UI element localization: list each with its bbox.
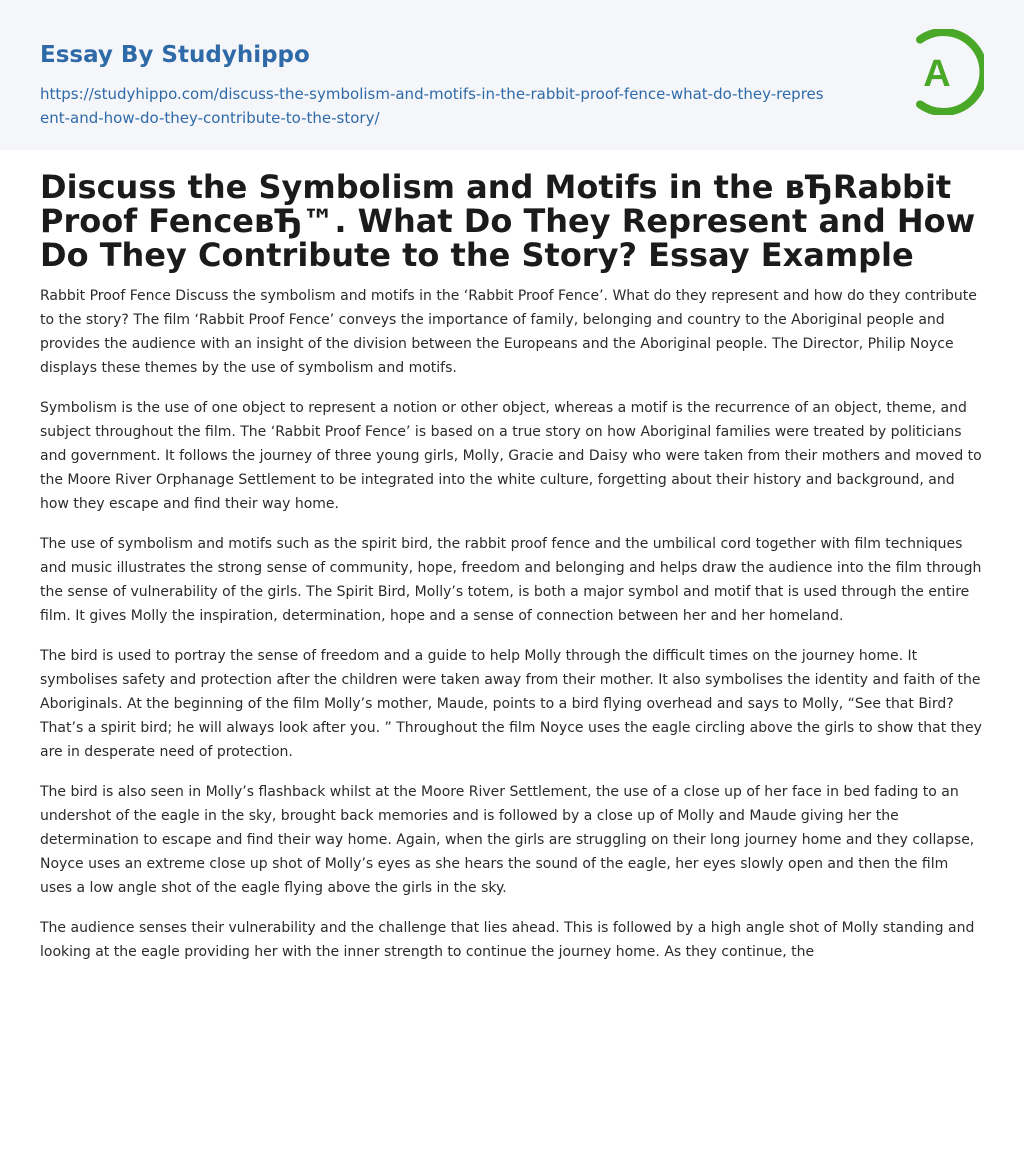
site-title[interactable]: Essay By Studyhippo: [40, 42, 310, 68]
essay-paragraph: Rabbit Proof Fence Discuss the symbolism and motifs in the ‘Rabbit Proof Fence’. What do they represent and how do they contribute to the story? The film ‘Rabbit Proof Fence’ conveys the importance of family, belonging and country to the Aboriginal people and provides the audience with an insight of the division between the Europeans and the Aboriginal people. The Director, Philip Noyce displays these themes by the use of symbolism and motifs.: [40, 288, 977, 376]
essay-paragraph: The bird is used to portray the sense of freedom and a guide to help Molly through the difficult times on the journey home. It symbolises safety and protection after the children were taken away from their mother. It also symbolises the identity and faith of the Aboriginals. At the beginning of the film Molly’s mother, Maude, points to a bird flying overhead and says to Molly, “See that Bird? That’s a spirit bird; he will always look after you. ” Throughout the film Noyce uses the eagle circling above the girls to show that they are in desperate need of protection.: [40, 648, 982, 760]
essay-title: Discuss the Symbolism and Motifs in the вЂRabbit Proof FenceвЂ™. What Do They Represent and How Do They Contribute to the Story? Essay Example: [40, 168, 976, 274]
essay-body: [40, 284, 984, 964]
essay-paragraph: The audience senses their vulnerability and the challenge that lies ahead. This is followed by a high angle shot of Molly standing and looking at the eagle providing her with the inner strength to continue the journey home. As they continue, the: [40, 920, 975, 960]
site-header: [0, 0, 1024, 150]
essay-paragraph: Symbolism is the use of one object to represent a notion or other object, whereas a motif is the recurrence of an object, theme, and subject throughout the film. The ‘Rabbit Proof Fence’ is based on a true story on how Aboriginal families were treated by politicians and government. It follows the journey of three young girls, Molly, Gracie and Daisy who were taken from their mothers and moved to the Moore River Orphanage Settlement to be integrated into the white culture, forgetting about their history and background, and how they escape and find their way home.: [40, 400, 982, 512]
essay-paragraph: The use of symbolism and motifs such as the spirit bird, the rabbit proof fence and the umbilical cord together with film techniques and music illustrates the strong sense of community, hope, freedom and belonging and helps draw the audience into the film through the sense of vulnerability of the girls. The Spirit Bird, Molly’s totem, is both a major symbol and motif that is used through the entire film. It gives Molly the inspiration, determination, hope and a sense of connection between her and her homeland.: [40, 536, 982, 624]
essay-paragraph: The bird is also seen in Molly’s flashback whilst at the Moore River Settlement, the use of a close up of her face in bed fading to an undershot of the eagle in the sky, brought back memories and is followed by a close up of Molly and Maude giving her the determination to escape and find their way home. Again, when the girls are struggling on their long journey home and they collapse, Noyce uses an extreme close up shot of Molly’s eyes as she hears the sound of the eagle, her eyes slowly open and then the film uses a low angle shot of the eagle flying above the girls in the sky.: [40, 784, 975, 896]
logo-letter: A: [923, 53, 951, 95]
essay-content: [0, 150, 1024, 964]
source-url-link[interactable]: https://studyhippo.com/discuss-the-symbolism-and-motifs-in-the-rabbit-proof-fence-what-do-they-represent-and-how-do-they-contribute-to-the-story/: [40, 85, 824, 127]
studyhippo-logo-icon[interactable]: [912, 29, 984, 115]
